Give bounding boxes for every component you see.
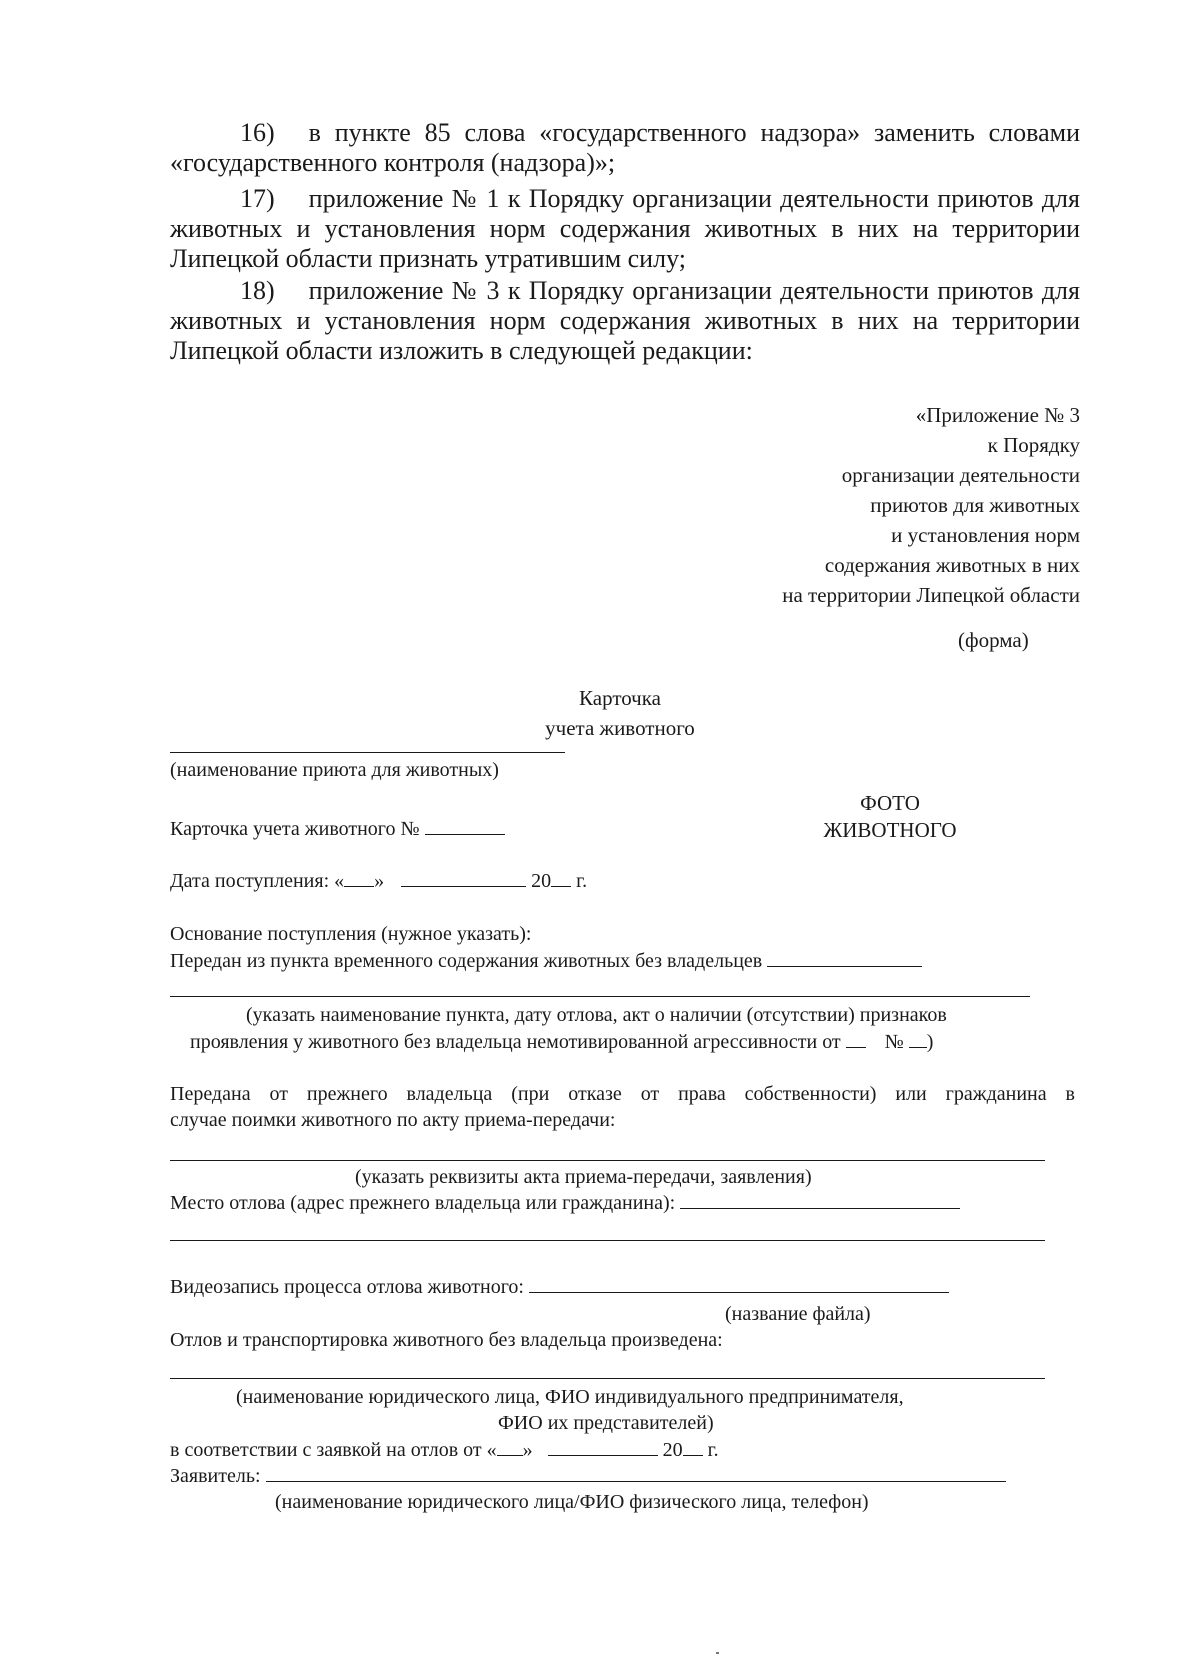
card-title — [420, 683, 820, 743]
request-date-field — [170, 1437, 719, 1462]
paragraph-number: 17) — [240, 184, 275, 213]
arrival-date-prefix: Дата поступления: « — [170, 870, 345, 892]
temp-point-blank — [767, 948, 922, 967]
request-month-blank — [548, 1437, 658, 1456]
caption-legal-1: (наименование юридического лица, ФИО индивидуального предпринимателя, — [236, 1386, 904, 1408]
appendix-line: приютов для животных — [870, 493, 1080, 517]
card-title-line: Карточка — [579, 686, 661, 710]
request-prefix: в соответствии с заявкой на отлов от « — [170, 1439, 497, 1461]
paragraph-text: приложение № 1 к Порядку организации деятельности приютов для животных и установления норм содержания животных в них на территории Липецкой области признать утратившим силу; — [170, 184, 1080, 273]
paragraph-17 — [170, 184, 1080, 274]
photo-label-line: ФОТО — [860, 791, 920, 815]
video-label: Видеозапись процесса отлова животного: — [170, 1276, 524, 1298]
request-year: 20 — [662, 1439, 683, 1461]
request-year-blank — [683, 1437, 703, 1456]
arrival-date-mid: » — [374, 870, 385, 892]
aggression-date-blank — [846, 1029, 866, 1048]
capture-place-blank — [680, 1190, 960, 1209]
appendix-header — [660, 400, 1080, 610]
scan-speck — [716, 1652, 719, 1654]
appendix-line: и установления норм — [891, 523, 1080, 547]
caption-act: (указать реквизиты акта приема-передачи, заявления) — [355, 1166, 812, 1188]
act-line — [170, 1160, 1045, 1161]
shelter-name-line — [170, 752, 565, 753]
basis-temp-point — [170, 948, 922, 973]
arrival-date-field — [170, 868, 587, 893]
request-mid: » — [522, 1439, 533, 1461]
paragraph-number: 18) — [240, 276, 275, 305]
prev-owner-line-1: Передана от прежнего владельца (при отказе от права собственности) или гражданина в — [170, 1083, 1075, 1105]
basis-heading: Основание поступления (нужное указать): — [170, 923, 532, 945]
applicant-field — [170, 1463, 1006, 1488]
applicant-label: Заявитель: — [170, 1465, 261, 1487]
form-label: (форма) — [958, 628, 1029, 652]
transport-line — [170, 1378, 1045, 1379]
day-blank — [344, 868, 374, 887]
shelter-caption: (наименование приюта для животных) — [170, 759, 499, 781]
caption-legal-2: ФИО их представителей) — [498, 1412, 714, 1434]
temp-point-line — [170, 996, 1030, 997]
month-blank — [401, 868, 526, 887]
video-field — [170, 1274, 949, 1299]
appendix-line: содержания животных в них — [824, 553, 1080, 577]
paragraph-text: приложение № 3 к Порядку организации деятельности приютов для животных и установления норм содержания животных в них на территории Липецкой области изложить в следующей редакции: — [170, 276, 1080, 365]
request-day-blank — [497, 1437, 523, 1456]
paragraph-text: в пункте 85 слова «государственного надзора» заменить словами «государственного контроля (надзора)»; — [170, 118, 1080, 177]
year-blank — [551, 868, 571, 887]
paragraph-16 — [170, 118, 1080, 178]
appendix-line: на территории Липецкой области — [782, 583, 1080, 607]
caption-point-1: (указать наименование пункта, дату отлова, акт о наличии (отсутствии) признаков — [246, 1004, 947, 1026]
caption-point-2-text: проявления у животного без владельца немотивированной агрессивности от — [190, 1031, 841, 1053]
appendix-line: к Порядку — [987, 433, 1080, 457]
caption-point-no: № — [884, 1031, 904, 1053]
photo-placeholder — [800, 790, 980, 844]
capture-place-field — [170, 1190, 960, 1215]
appendix-line: «Приложение № 3 — [915, 403, 1080, 427]
caption-point-2 — [190, 1029, 933, 1054]
request-suffix: г. — [707, 1439, 719, 1461]
video-blank — [529, 1274, 949, 1293]
caption-applicant: (наименование юридического лица/ФИО физического лица, телефон) — [275, 1491, 869, 1513]
prev-owner-line-2: случае поимки животного по акту приема-передачи: — [170, 1109, 616, 1131]
arrival-date-suffix: г. — [576, 870, 588, 892]
card-number-field — [170, 816, 505, 841]
capture-place-label: Место отлова (адрес прежнего владельца или гражданина): — [170, 1192, 676, 1214]
caption-file: (название файла) — [725, 1303, 871, 1325]
caption-point-close: ) — [926, 1031, 934, 1053]
photo-label-line: ЖИВОТНОГО — [823, 818, 957, 842]
transport-label: Отлов и транспортировка животного без владельца произведена: — [170, 1329, 723, 1351]
arrival-date-year: 20 — [531, 870, 552, 892]
applicant-blank — [266, 1463, 1006, 1482]
basis-temp-point-label: Передан из пункта временного содержания животных без владельцев — [170, 950, 763, 972]
card-title-line: учета животного — [545, 716, 695, 740]
appendix-line: организации деятельности — [841, 463, 1080, 487]
card-number-blank — [425, 816, 505, 835]
aggression-number-blank — [909, 1029, 927, 1048]
card-number-label: Карточка учета животного № — [170, 818, 420, 840]
paragraph-number: 16) — [240, 118, 275, 147]
paragraph-18 — [170, 276, 1080, 366]
capture-place-line — [170, 1240, 1045, 1241]
